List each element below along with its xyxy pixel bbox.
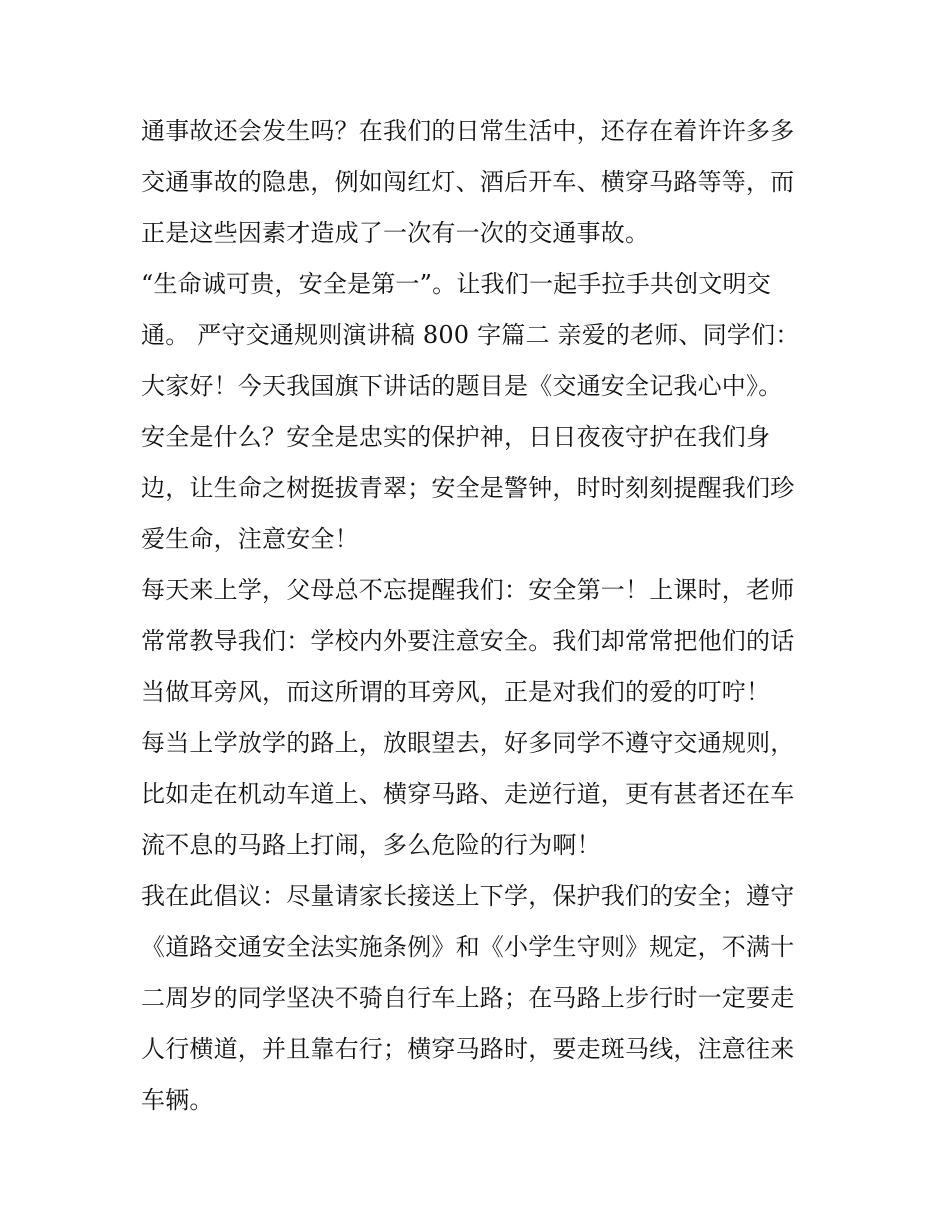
text-line: 我在此倡议：尽量请家长接送上下学，保护我们的安全；遵守: [141, 882, 795, 910]
text-line: 爱生命，注意安全！: [141, 525, 359, 553]
speech-body-text: [141, 106, 821, 1126]
text-line: 比如走在机动车道上、横穿马路、走逆行道，更有甚者还在车: [141, 780, 795, 808]
text-line: 通事故还会发生吗？在我们的日常生活中，还存在着许许多多: [141, 117, 795, 145]
text-line: “生命诚可贵，安全是第一”。让我们一起手拉手共创文明交: [141, 270, 771, 298]
text-line: 二周岁的同学坚决不骑自行车上路；在马路上步行时一定要走: [141, 984, 795, 1012]
text-line: 当做耳旁风，而这所谓的耳旁风，正是对我们的爱的叮咛！: [141, 678, 771, 706]
text-line: 每当上学放学的路上，放眼望去，好多同学不遵守交通规则，: [141, 729, 795, 757]
text-line: 常常教导我们：学校内外要注意安全。我们却常常把他们的话: [141, 627, 795, 655]
text-line: 《道路交通安全法实施条例》和《小学生守则》规定，不满十: [141, 933, 795, 961]
text-line: 安全是什么？安全是忠实的保护神，日日夜夜守护在我们身: [141, 423, 771, 451]
text-line: 人行横道，并且靠右行；横穿马路时，要走斑马线，注意往来: [141, 1035, 795, 1063]
text-line: 车辆。: [141, 1086, 214, 1114]
text-line: 交通事故的隐患，例如闯红灯、酒后开车、横穿马路等等，而: [141, 168, 795, 196]
text-line: 流不息的马路上打闹，多么危险的行为啊！: [141, 831, 601, 859]
text-line: 每天来上学，父母总不忘提醒我们：安全第一！上课时，老师: [141, 576, 795, 604]
text-line: 大家好！今天我国旗下讲话的题目是《交通安全记我心中》。: [141, 372, 783, 400]
text-line: 通。 严守交通规则演讲稿 800 字篇二 亲爱的老师、同学们：: [141, 321, 800, 349]
text-line: 正是这些因素才造成了一次有一次的交通事故。: [141, 219, 650, 247]
text-line: 边，让生命之树挺拔青翠；安全是警钟，时时刻刻提醒我们珍: [141, 474, 795, 502]
